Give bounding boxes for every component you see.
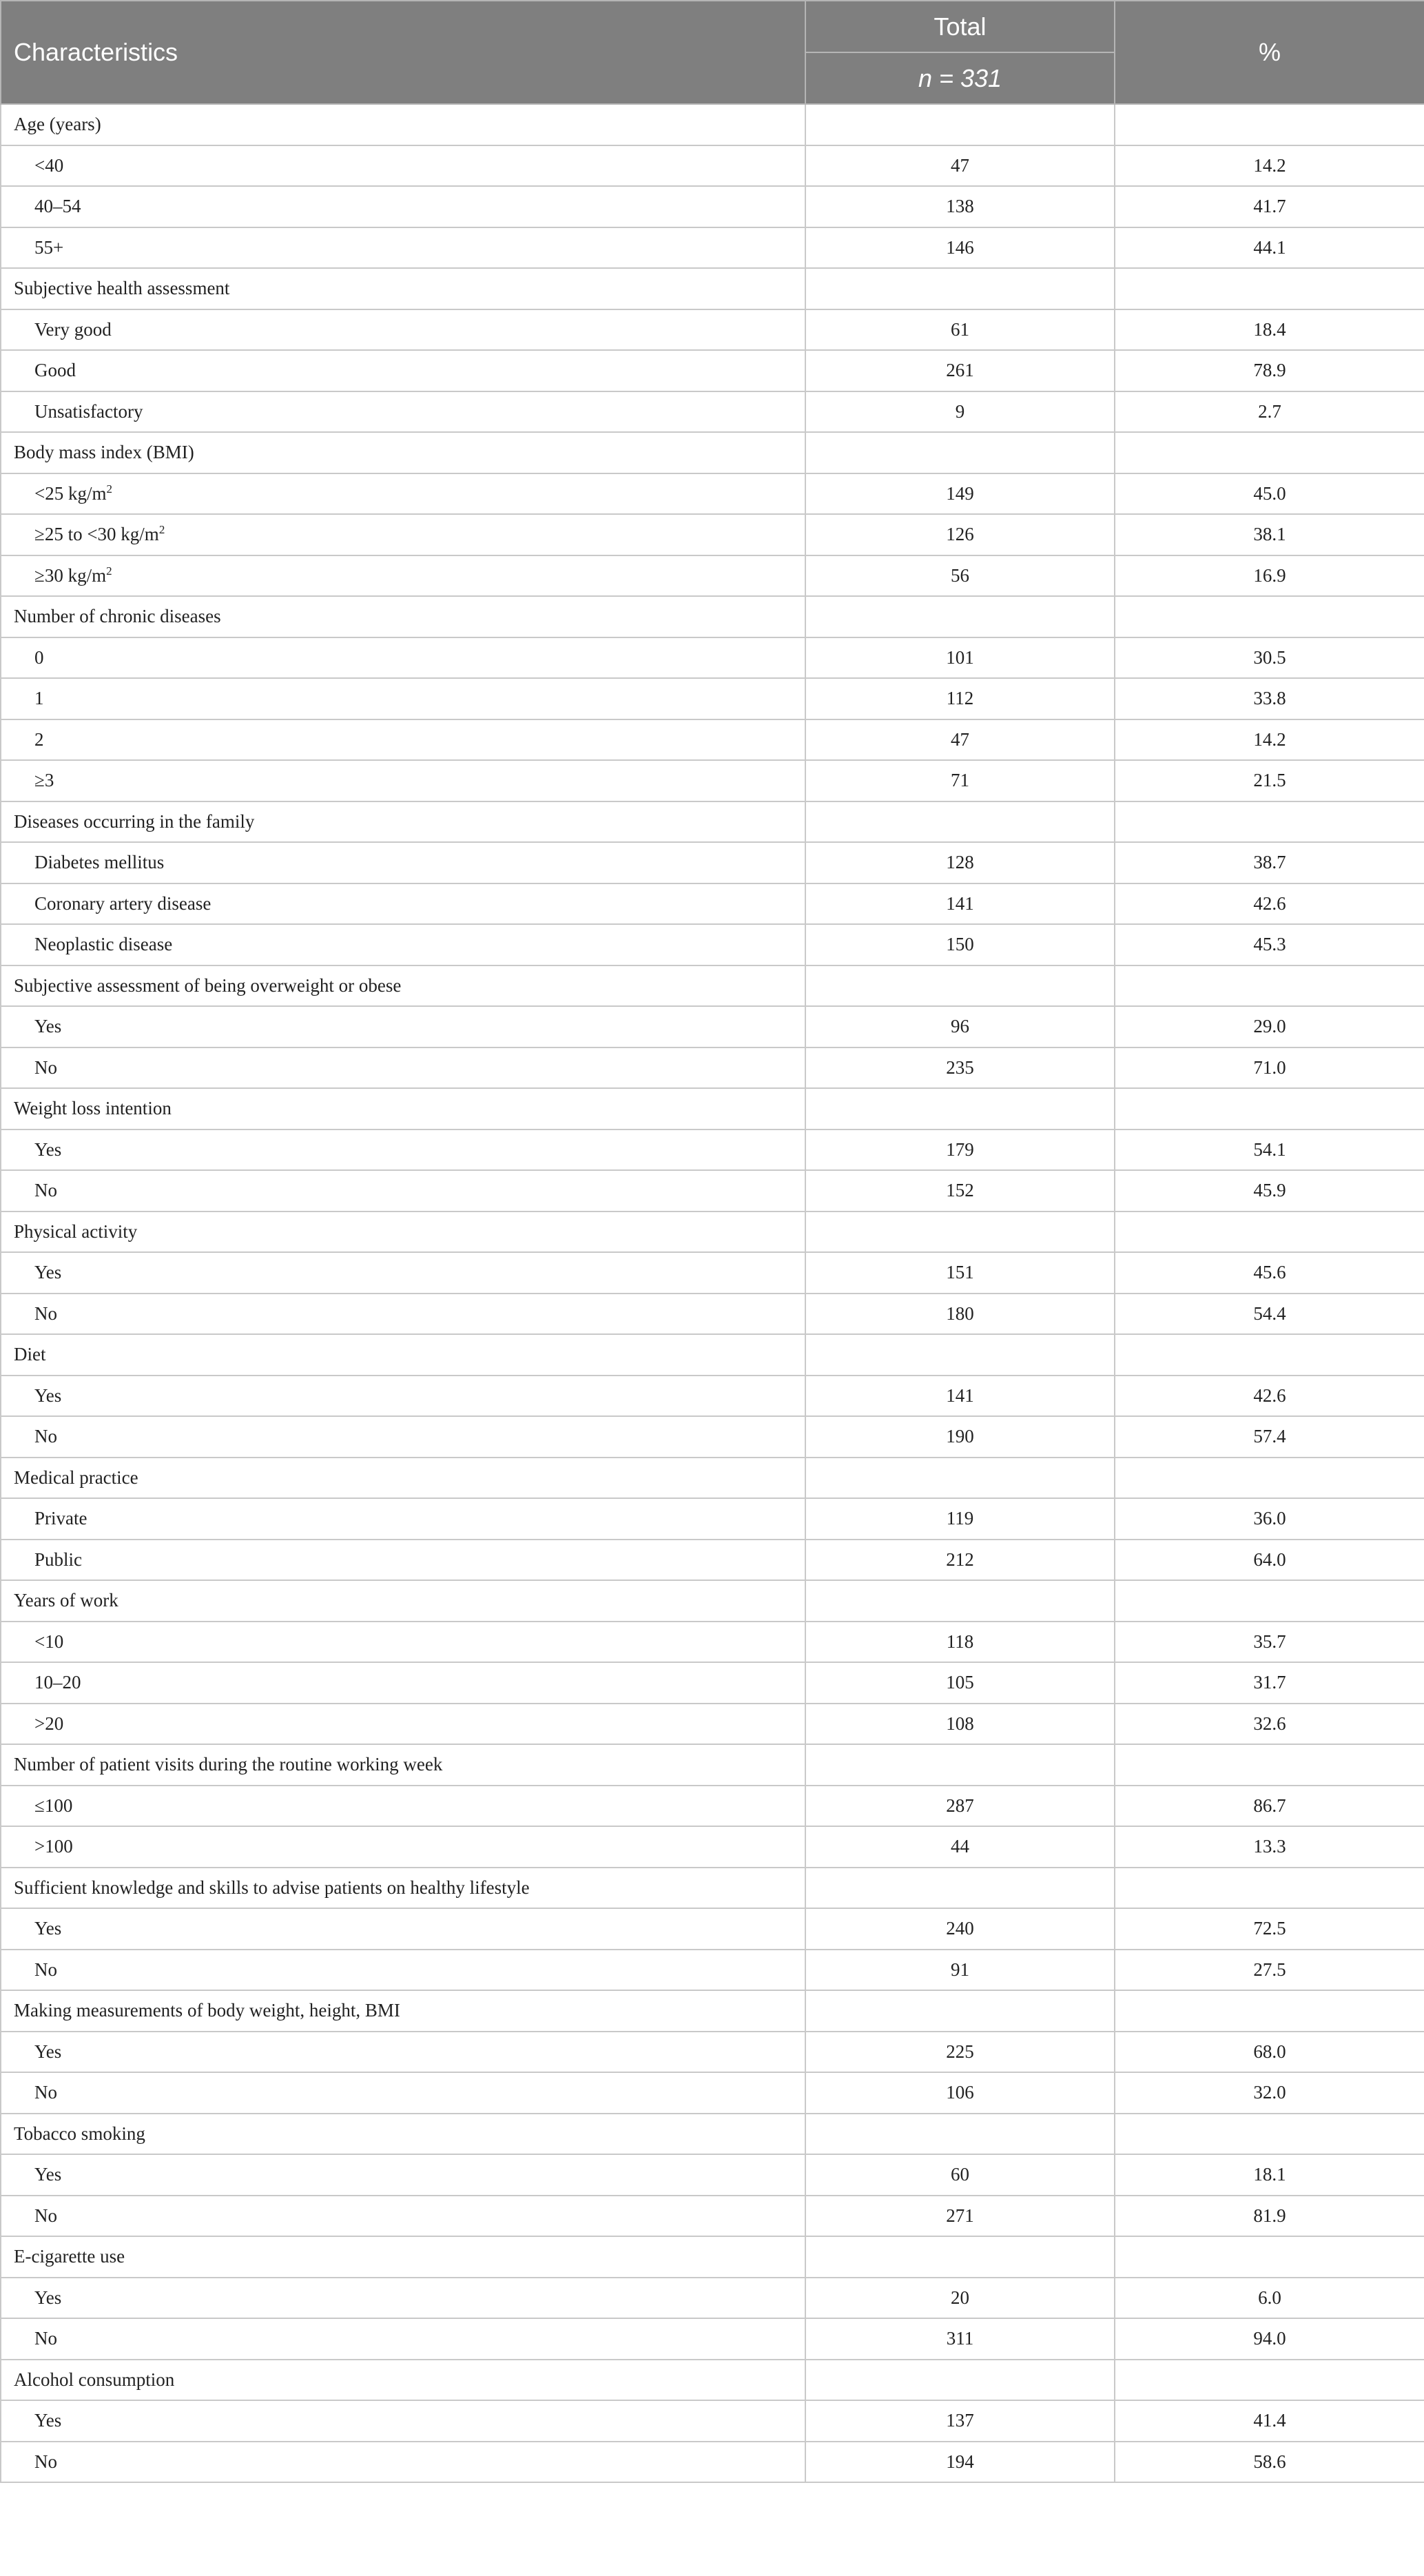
total-cell: 141 [805,883,1115,925]
total-cell [805,104,1115,145]
row-label [1,1376,805,1417]
total-cell: 240 [805,1908,1115,1950]
group-row [1,1458,1424,1499]
row-label [1,1170,805,1212]
label-text: <10 [34,1631,64,1652]
label-text: Coronary artery disease [34,892,211,914]
percent-cell: 18.4 [1115,309,1424,351]
percent-cell: 81.9 [1115,2196,1424,2237]
table-row [1,1704,1424,1745]
table-row [1,1498,1424,1540]
header-characteristics: Characteristics [1,1,805,104]
percent-cell: 38.1 [1115,514,1424,555]
table-row [1,1129,1424,1171]
row-label [1,678,805,719]
table-row [1,1540,1424,1581]
row-label [1,1129,805,1171]
label-text: <25 kg/m [34,482,107,504]
label-text: Unsatisfactory [34,400,143,422]
row-label [1,1950,805,1991]
group-label [1,1580,805,1622]
row-label [1,2318,805,2360]
row-label [1,1498,805,1540]
group-label [1,801,805,843]
label-text: E-cigarette use [14,2246,125,2267]
total-cell: 261 [805,350,1115,391]
total-cell: 20 [805,2278,1115,2319]
row-label [1,1006,805,1047]
row-label [1,514,805,555]
label-superscript: 2 [106,482,112,495]
row-label [1,1662,805,1704]
table-row [1,1786,1424,1827]
table-row [1,1006,1424,1047]
label-text: No [34,2082,57,2103]
total-cell: 179 [805,1129,1115,1171]
label-text: 40–54 [34,196,81,217]
total-cell: 128 [805,842,1115,883]
row-label [1,473,805,515]
percent-cell: 45.3 [1115,924,1424,965]
percent-cell [1115,1334,1424,1376]
group-row [1,2114,1424,2155]
percent-cell: 45.6 [1115,1252,1424,1294]
total-cell: 225 [805,2032,1115,2073]
table-row [1,883,1424,925]
group-row [1,965,1424,1007]
total-cell [805,1088,1115,1129]
label-text: No [34,1959,57,1980]
percent-cell: 54.4 [1115,1294,1424,1335]
table-row [1,1376,1424,1417]
label-text: Diet [14,1344,46,1365]
label-text: Years of work [14,1590,118,1611]
label-text: Yes [34,1138,62,1160]
total-cell: 106 [805,2072,1115,2114]
group-row [1,1334,1424,1376]
percent-cell: 94.0 [1115,2318,1424,2360]
label-text: >20 [34,1713,64,1734]
label-text: 55+ [34,236,64,258]
group-row [1,1990,1424,2032]
percent-cell [1115,2360,1424,2401]
total-cell: 146 [805,227,1115,269]
table-row [1,1252,1424,1294]
percent-cell [1115,104,1424,145]
label-text: ≥30 kg/m [34,564,107,586]
total-cell: 287 [805,1786,1115,1827]
total-cell [805,432,1115,473]
row-label [1,309,805,351]
label-text: Number of chronic diseases [14,606,221,627]
group-row [1,1868,1424,1909]
table-row [1,2196,1424,2237]
row-label [1,227,805,269]
group-row [1,801,1424,843]
table-row [1,2032,1424,2073]
table-row [1,1908,1424,1950]
percent-cell: 54.1 [1115,1129,1424,1171]
group-label [1,1088,805,1129]
total-cell: 44 [805,1826,1115,1868]
total-cell: 47 [805,719,1115,761]
total-cell: 108 [805,1704,1115,1745]
percent-cell: 14.2 [1115,145,1424,187]
table-row [1,2154,1424,2196]
table-row [1,2318,1424,2360]
row-label [1,637,805,679]
total-cell [805,2114,1115,2155]
label-text: Very good [34,318,112,340]
row-label [1,2196,805,2237]
total-cell: 61 [805,309,1115,351]
row-label [1,1252,805,1294]
table-row [1,2278,1424,2319]
percent-cell: 13.3 [1115,1826,1424,1868]
percent-cell: 41.7 [1115,186,1424,227]
row-label [1,1786,805,1827]
group-row [1,1744,1424,1786]
table-row [1,555,1424,597]
percent-cell: 30.5 [1115,637,1424,679]
group-label [1,1868,805,1909]
group-row [1,1212,1424,1253]
label-text: Diabetes mellitus [34,852,165,873]
percent-cell: 64.0 [1115,1540,1424,1581]
label-text: ≤100 [34,1795,73,1816]
group-row [1,2236,1424,2278]
label-text: Neoplastic disease [34,934,173,955]
percent-cell [1115,2236,1424,2278]
percent-cell [1115,1580,1424,1622]
row-label [1,1540,805,1581]
label-text: Yes [34,2287,62,2308]
percent-cell: 45.0 [1115,473,1424,515]
total-cell [805,2236,1115,2278]
total-cell: 101 [805,637,1115,679]
percent-cell: 57.4 [1115,1416,1424,1458]
total-cell: 112 [805,678,1115,719]
label-text: Diseases occurring in the family [14,810,255,832]
percent-cell: 36.0 [1115,1498,1424,1540]
label-text: Weight loss intention [14,1098,172,1119]
percent-cell: 31.7 [1115,1662,1424,1704]
total-cell [805,596,1115,637]
table-body [1,104,1424,2482]
group-label [1,2114,805,2155]
percent-cell [1115,1212,1424,1253]
table-row [1,1662,1424,1704]
total-cell: 151 [805,1252,1115,1294]
group-label [1,104,805,145]
header-sample-size: n = 331 [805,52,1115,104]
total-cell: 149 [805,473,1115,515]
total-cell: 271 [805,2196,1115,2237]
group-row [1,1580,1424,1622]
total-cell: 105 [805,1662,1115,1704]
group-row [1,104,1424,145]
table-row [1,637,1424,679]
total-cell: 212 [805,1540,1115,1581]
table-row [1,1950,1424,1991]
percent-cell: 44.1 [1115,227,1424,269]
total-cell [805,1458,1115,1499]
group-row [1,2360,1424,2401]
percent-cell: 2.7 [1115,391,1424,433]
total-cell: 194 [805,2442,1115,2483]
percent-cell: 86.7 [1115,1786,1424,1827]
table-row [1,2400,1424,2442]
table-row [1,227,1424,269]
table-row [1,514,1424,555]
row-label [1,2154,805,2196]
group-label [1,268,805,309]
percent-cell [1115,1458,1424,1499]
table-row [1,1047,1424,1089]
label-text: Yes [34,1918,62,1939]
percent-cell [1115,2114,1424,2155]
label-text: Physical activity [14,1220,138,1242]
label-text: Private [34,1508,87,1529]
total-cell: 118 [805,1622,1115,1663]
total-cell: 150 [805,924,1115,965]
group-row [1,596,1424,637]
row-label [1,760,805,801]
percent-cell [1115,596,1424,637]
header-percent: % [1115,1,1424,104]
total-cell: 180 [805,1294,1115,1335]
label-text: 2 [34,728,44,750]
label-text: Tobacco smoking [14,2123,145,2144]
percent-cell [1115,1088,1424,1129]
table-row [1,473,1424,515]
group-row [1,268,1424,309]
label-text: Public [34,1548,83,1570]
group-label [1,432,805,473]
label-text: Age (years) [14,114,101,135]
group-label [1,2236,805,2278]
percent-cell [1115,432,1424,473]
label-text: Yes [34,2410,62,2431]
percent-cell: 14.2 [1115,719,1424,761]
table-row [1,1622,1424,1663]
percent-cell: 68.0 [1115,2032,1424,2073]
label-text: Subjective assessment of being overweight or obese [14,974,402,996]
total-cell [805,268,1115,309]
percent-cell: 42.6 [1115,1376,1424,1417]
total-cell [805,1744,1115,1786]
total-cell [805,1868,1115,1909]
row-label [1,883,805,925]
table-row [1,1416,1424,1458]
total-cell [805,1580,1115,1622]
label-text: ≥3 [34,770,54,791]
percent-cell: 45.9 [1115,1170,1424,1212]
percent-cell: 29.0 [1115,1006,1424,1047]
total-cell [805,2360,1115,2401]
percent-cell [1115,1990,1424,2032]
percent-cell [1115,801,1424,843]
total-cell: 56 [805,555,1115,597]
table-header [1,1,1424,104]
label-superscript: 2 [158,523,165,537]
label-text: No [34,1180,57,1201]
table-row [1,1294,1424,1335]
percent-cell [1115,268,1424,309]
row-label [1,1416,805,1458]
table-row [1,391,1424,433]
percent-cell: 6.0 [1115,2278,1424,2319]
table-row [1,924,1424,965]
row-label [1,1294,805,1335]
label-text: No [34,1302,57,1324]
percent-cell [1115,1744,1424,1786]
percent-cell: 32.0 [1115,2072,1424,2114]
group-label [1,2360,805,2401]
table-row [1,309,1424,351]
row-label [1,1908,805,1950]
row-label [1,2072,805,2114]
header-total: Total [805,1,1115,52]
table-row [1,1826,1424,1868]
label-text: Good [34,360,76,381]
percent-cell: 16.9 [1115,555,1424,597]
group-row [1,432,1424,473]
row-label [1,842,805,883]
label-text: <40 [34,154,64,176]
percent-cell: 78.9 [1115,350,1424,391]
percent-cell: 33.8 [1115,678,1424,719]
total-cell: 96 [805,1006,1115,1047]
total-cell [805,1212,1115,1253]
percent-cell: 21.5 [1115,760,1424,801]
percent-cell: 42.6 [1115,883,1424,925]
row-label [1,2442,805,2483]
label-text: Yes [34,2041,62,2062]
row-label [1,186,805,227]
group-label [1,1990,805,2032]
total-cell: 138 [805,186,1115,227]
row-label [1,391,805,433]
label-text: Yes [34,1016,62,1037]
row-label [1,2032,805,2073]
table-row [1,2442,1424,2483]
label-text: Body mass index (BMI) [14,442,194,463]
label-text: ≥25 to <30 kg/m [34,524,159,545]
percent-cell: 35.7 [1115,1622,1424,1663]
total-cell: 60 [805,2154,1115,2196]
percent-cell: 41.4 [1115,2400,1424,2442]
label-text: Yes [34,2164,62,2185]
total-cell: 235 [805,1047,1115,1089]
row-label [1,1704,805,1745]
percent-cell: 27.5 [1115,1950,1424,1991]
label-text: Sufficient knowledge and skills to advise patients on healthy lifestyle [14,1877,530,1898]
percent-cell: 18.1 [1115,2154,1424,2196]
label-text: Medical practice [14,1466,138,1488]
table-row [1,719,1424,761]
group-label [1,1212,805,1253]
row-label [1,1047,805,1089]
total-cell: 9 [805,391,1115,433]
label-text: No [34,2205,57,2226]
group-label [1,1334,805,1376]
table-row [1,186,1424,227]
group-label [1,965,805,1007]
row-label [1,145,805,187]
row-label [1,2278,805,2319]
table-row [1,678,1424,719]
label-text: No [34,2328,57,2349]
row-label [1,924,805,965]
table-row [1,760,1424,801]
total-cell: 311 [805,2318,1115,2360]
row-label [1,350,805,391]
row-label [1,1622,805,1663]
label-text: >100 [34,1836,73,1857]
total-cell: 91 [805,1950,1115,1991]
label-text: 1 [34,688,44,709]
label-text: Number of patient visits during the routine working week [14,1754,443,1775]
total-cell: 137 [805,2400,1115,2442]
total-cell [805,965,1115,1007]
percent-cell: 72.5 [1115,1908,1424,1950]
total-cell: 47 [805,145,1115,187]
label-text: No [34,1426,57,1447]
row-label [1,2400,805,2442]
percent-cell: 32.6 [1115,1704,1424,1745]
table-row [1,2072,1424,2114]
row-label [1,1826,805,1868]
total-cell [805,1990,1115,2032]
label-text: Yes [34,1262,62,1283]
percent-cell [1115,965,1424,1007]
percent-cell: 58.6 [1115,2442,1424,2483]
total-cell: 141 [805,1376,1115,1417]
label-text: 10–20 [34,1672,81,1693]
label-text: Subjective health assessment [14,278,230,299]
total-cell: 190 [805,1416,1115,1458]
table-row [1,842,1424,883]
total-cell [805,801,1115,843]
label-text: 0 [34,646,44,668]
percent-cell: 38.7 [1115,842,1424,883]
label-text: No [34,2451,57,2472]
label-text: Yes [34,1384,62,1406]
total-cell: 152 [805,1170,1115,1212]
table-row [1,1170,1424,1212]
row-label [1,555,805,597]
row-label [1,719,805,761]
total-cell: 71 [805,760,1115,801]
total-cell: 119 [805,1498,1115,1540]
label-superscript: 2 [106,564,112,577]
table-row [1,350,1424,391]
percent-cell: 71.0 [1115,1047,1424,1089]
label-text: Making measurements of body weight, height, BMI [14,2000,400,2021]
group-label [1,596,805,637]
label-text: No [34,1056,57,1078]
table-row [1,145,1424,187]
group-label [1,1458,805,1499]
percent-cell [1115,1868,1424,1909]
group-label [1,1744,805,1786]
label-text: Alcohol consumption [14,2369,175,2390]
total-cell [805,1334,1115,1376]
group-row [1,1088,1424,1129]
total-cell: 126 [805,514,1115,555]
